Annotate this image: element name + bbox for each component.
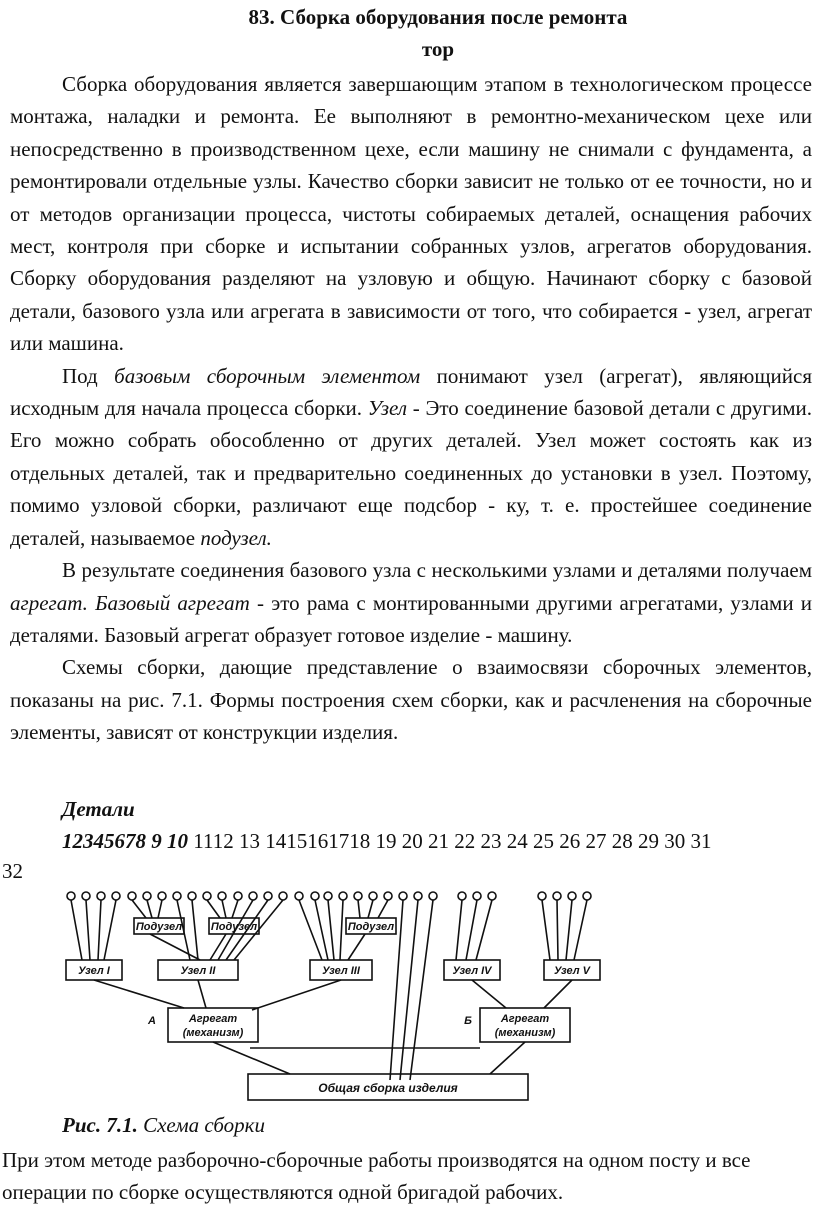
podusel-label-3: Подузел (347, 921, 395, 933)
uzel3-label: Узел III (322, 965, 360, 977)
uzel1-label: Узел I (78, 965, 110, 977)
body-text (10, 68, 812, 749)
uzel5-label: Узел V (554, 965, 590, 977)
part-numbers: 12345678 9 10 1112 13 1415161718 19 20 21 22 23 24 25 26 27 28 29 30 31 (62, 829, 712, 853)
section-title-line1: 83. Сборка оборудования после ремонта (248, 5, 628, 29)
paragraph-1: Сборка оборудования является завершающим этапом в технологическом процессе монтажа, наладки и ремонта. Ее выполняют в ремонтно-механическом цехе или непосредственно в производственном цехе, если машину не снимали с фундамента, а ремонтировали отдельные узлы. Качество сборки зависит не только от ее точности, но и от методов организации процесса, чистоты собираемых деталей, оснащения рабочих мест, контроля при сборке и испытании собранных узлов, агрегатов оборудования. Сборку оборудования разделяют на узловую и общую. Начинают сборку с базовой детали, базового узла или агрегата в зависимости от того, что собирается - узел, агрегат или машина. (10, 72, 812, 356)
uzel2-label: Узел II (180, 965, 216, 977)
part-numbers-wrap: 32 (2, 859, 23, 883)
agregat-a-line1: Агрегат (188, 1013, 238, 1025)
agregat-b-line2: (механизм) (494, 1027, 556, 1039)
final-assembly-label: Общая сборка изделия (318, 1081, 458, 1095)
paragraph-4: Схемы сборки, дающие представление о взаимосвязи сборочных элементов, показаны на рис. 7.1. Формы построения схем сборки, как и расчленения на сборочные элементы, зависят от конструкции изделия. (10, 655, 812, 745)
figure-caption: Рис. 7.1. Схема сборки (62, 1113, 266, 1137)
label-a: А (148, 1015, 156, 1027)
paragraph-2: Под базовым сборочным элементом понимают узел (агрегат), являющийся исходным для начала процесса сборки. Узел - Это соединение базовой детали с другими. Его можно собрать обособленно от других деталей. Узел может состоять как из отдельных деталей, так и предварительно соединенных до установки в узел. Поэтому, помимо узловой сборки, различают еще подсбор - ку, т. е. простейшее соединение деталей, называемое подузел. (10, 363, 812, 550)
paragraph-3: В результате соединения базового узла с несколькими узлами и деталями получаем агрегат. Базовый агрегат - это рама с монтированными другими агрегатами, узлами и деталями. Базовый агрегат образует готовое изделие - машину. (10, 558, 812, 647)
podusel-label-2: Подузел (210, 921, 258, 933)
uzel4-label: Узел IV (452, 965, 492, 977)
details-label: Детали (62, 797, 135, 821)
part-circles (67, 892, 591, 900)
closing-paragraph: При этом методе разборочно-сборочные работы производятся на одном посту и все операции по сборке осуществляются одной бригадой рабочих. (2, 1148, 751, 1204)
agregat-b-line1: Агрегат (500, 1013, 550, 1025)
section-title-line2: тор (421, 37, 455, 61)
label-b: Б (464, 1015, 472, 1027)
assembly-diagram (60, 884, 620, 1114)
podusel-label-1: Подузел (135, 921, 183, 933)
agregat-a-line2: (механизм) (182, 1027, 244, 1039)
